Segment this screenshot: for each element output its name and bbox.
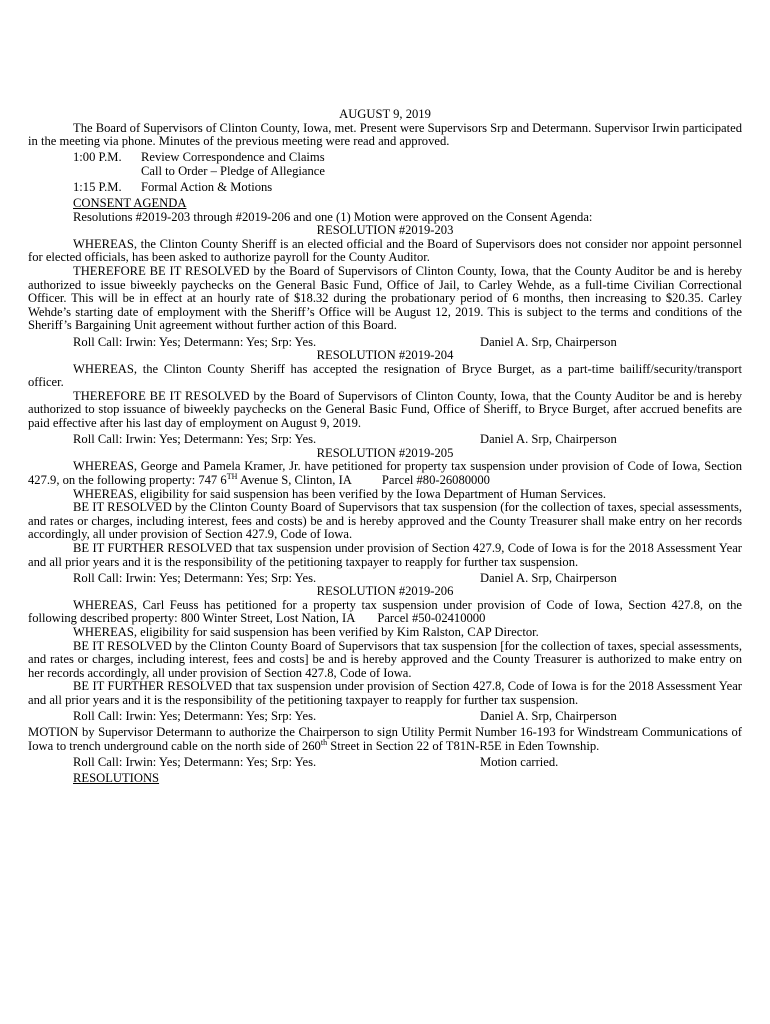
resolution-title: RESOLUTION #2019-204: [316, 348, 454, 363]
agenda-item-1: [28, 151, 742, 178]
minutes-body: [28, 108, 742, 786]
motion-text: MOTION by Supervisor Determann to authorize the Chairperson to sign Utility Permit Number 16-193 for Windstream Communications of Iowa to trench underground cable on the north side of 260: [28, 725, 742, 753]
roll-call-row: [28, 572, 742, 586]
roll-call-row: [28, 710, 742, 724]
resolutions-heading: RESOLUTIONS: [73, 770, 160, 785]
resolutions-heading-row: [28, 772, 742, 786]
roll-call: Roll Call: Irwin: Yes; Determann: Yes; Srp: Yes.: [73, 709, 317, 724]
roll-call: Roll Call: Irwin: Yes; Determann: Yes; Srp: Yes.: [73, 570, 317, 585]
resolution-whereas: WHEREAS, the Clinton County Sheriff has accepted the resignation of Bryce Burget, as a part-time bailiff/security/transport officer.: [28, 361, 742, 390]
roll-call-row: [28, 756, 742, 770]
resolution-whereas: [28, 599, 742, 626]
resolution-whereas: WHEREAS, eligibility for said suspension has been verified by the Iowa Department of Human Services.: [73, 486, 607, 501]
resolution-therefore: THEREFORE BE IT RESOLVED by the Board of Supervisors of Clinton County, Iowa, that the County Auditor be and is hereby authorized to stop issuance of biweekly paychecks on the General Basic Fund, Office of Sheriff, to Bryce Burget, after accrued benefits are paid effective after his last day of employment on August 9, 2019.: [28, 388, 742, 431]
resolution-title: RESOLUTION #2019-203: [316, 223, 454, 238]
parcel-number: Parcel #50-02410000: [377, 611, 486, 626]
resolution-title: RESOLUTION #2019-205: [316, 445, 454, 460]
motion-paragraph: [28, 726, 742, 753]
consent-intro: Resolutions #2019-203 through #2019-206 and one (1) Motion were approved on the Consent Agenda:: [73, 209, 593, 224]
motion-text-end: Street in Section 22 of T81N-R5E in Eden Township.: [327, 738, 600, 753]
ordinal-suffix: TH: [226, 471, 238, 481]
ordinal-suffix: th: [320, 737, 328, 747]
consent-agenda-heading: CONSENT AGENDA: [73, 196, 187, 211]
chairperson-signature: Daniel A. Srp, Chairperson: [480, 334, 617, 349]
agenda-time: 1:00 P.M.: [73, 150, 122, 165]
whereas-text: WHEREAS, Carl Feuss has petitioned for a property tax suspension under provision of Code of Iowa, Section 427.8, on the following described property: 800 Winter Street, Lost Nation, IA: [28, 597, 742, 626]
consent-heading-row: [28, 197, 742, 211]
intro-paragraph: The Board of Supervisors of Clinton County, Iowa, met. Present were Supervisors Srp and Determann. Supervisor Irwin participated in the meeting via phone. Minutes of the previous meeting were read and approved.: [28, 120, 742, 149]
roll-call: Roll Call: Irwin: Yes; Determann: Yes; Srp: Yes.: [73, 432, 317, 447]
resolution-therefore: THEREFORE BE IT RESOLVED by the Board of Supervisors of Clinton County, Iowa, that the County Auditor be and is hereby authorized to issue biweekly paychecks on the General Basic Fund, Office of Jail, to Carley Wehde, as a full-time Civilian Correctional Officer. This will be in effect at an hourly rate of $18.32 during the probationary period of 6 months, then increasing to $20.35. Carley Wehde’s starting date of employment with the Sheriff’s Office will be August 12, 2019. This is subject to the terms and conditions of the Sheriff’s Bargaining Unit agreement without further action of this Board.: [28, 264, 742, 333]
whereas-text: WHEREAS, George and Pamela Kramer, Jr. have petitioned for property tax suspension under provision of Code of Iowa, Section 427.9, on the following property: 747 6: [28, 459, 742, 487]
agenda-item-2: [28, 181, 742, 195]
resolution-further: BE IT FURTHER RESOLVED that tax suspension under provision of Section 427.8, Code of Iowa is for the 2018 Assessment Year and all prior years and it is the responsibility of the petitioning taxpayer to reapply for further tax suspension.: [28, 679, 742, 707]
resolution-resolved: BE IT RESOLVED by the Clinton County Board of Supervisors that tax suspension (for the collection of taxes, special assessments, and rates or charges, including interest, fees and costs) be and is hereby approved and the County Treasurer shall make entry on her records accordingly, all under provision of Section 427.9, Code of Iowa.: [28, 500, 742, 542]
roll-call: Roll Call: Irwin: Yes; Determann: Yes; Srp: Yes.: [73, 754, 317, 769]
roll-call-row: [28, 336, 742, 350]
roll-call: Roll Call: Irwin: Yes; Determann: Yes; Srp: Yes.: [73, 334, 317, 349]
whereas-text-end: Avenue S, Clinton, IA: [237, 472, 352, 487]
agenda-entry: Review Correspondence and Claims: [141, 150, 325, 165]
motion-result: Motion carried.: [480, 754, 559, 769]
resolution-title: RESOLUTION #2019-206: [316, 584, 454, 599]
resolution-resolved: BE IT RESOLVED by the Clinton County Board of Supervisors that tax suspension [for the collection of taxes, special assessments, and rates or charges, including interest, fees and costs] be and is hereby approved and the County Treasurer is authorized to make entry on her records accordingly, all under provision of Section 427.8, Code of Iowa.: [28, 638, 742, 680]
meeting-date: AUGUST 9, 2019: [339, 107, 431, 121]
resolution-whereas: WHEREAS, eligibility for said suspension has been verified by Kim Ralston, CAP Director.: [73, 624, 539, 639]
resolution-whereas: WHEREAS, the Clinton County Sheriff is an elected official and the Board of Supervisors does not consider nor appoint personnel for elected officials, has been asked to authorize payroll for the County Auditor.: [28, 236, 742, 265]
agenda-entry: Call to Order – Pledge of Allegiance: [141, 163, 325, 178]
chairperson-signature: Daniel A. Srp, Chairperson: [480, 570, 617, 585]
chairperson-signature: Daniel A. Srp, Chairperson: [480, 709, 617, 724]
roll-call-row: [28, 433, 742, 447]
agenda-entry: Formal Action & Motions: [141, 179, 273, 194]
resolution-whereas: [28, 460, 742, 487]
agenda-time: 1:15 P.M.: [73, 179, 122, 194]
parcel-number: Parcel #80-26080000: [381, 472, 490, 487]
resolution-further: BE IT FURTHER RESOLVED that tax suspension under provision of Section 427.9, Code of Iowa is for the 2018 Assessment Year and all prior years and it is the responsibility of the petitioning taxpayer to reapply for further tax suspension.: [28, 540, 742, 569]
chairperson-signature: Daniel A. Srp, Chairperson: [480, 432, 617, 447]
